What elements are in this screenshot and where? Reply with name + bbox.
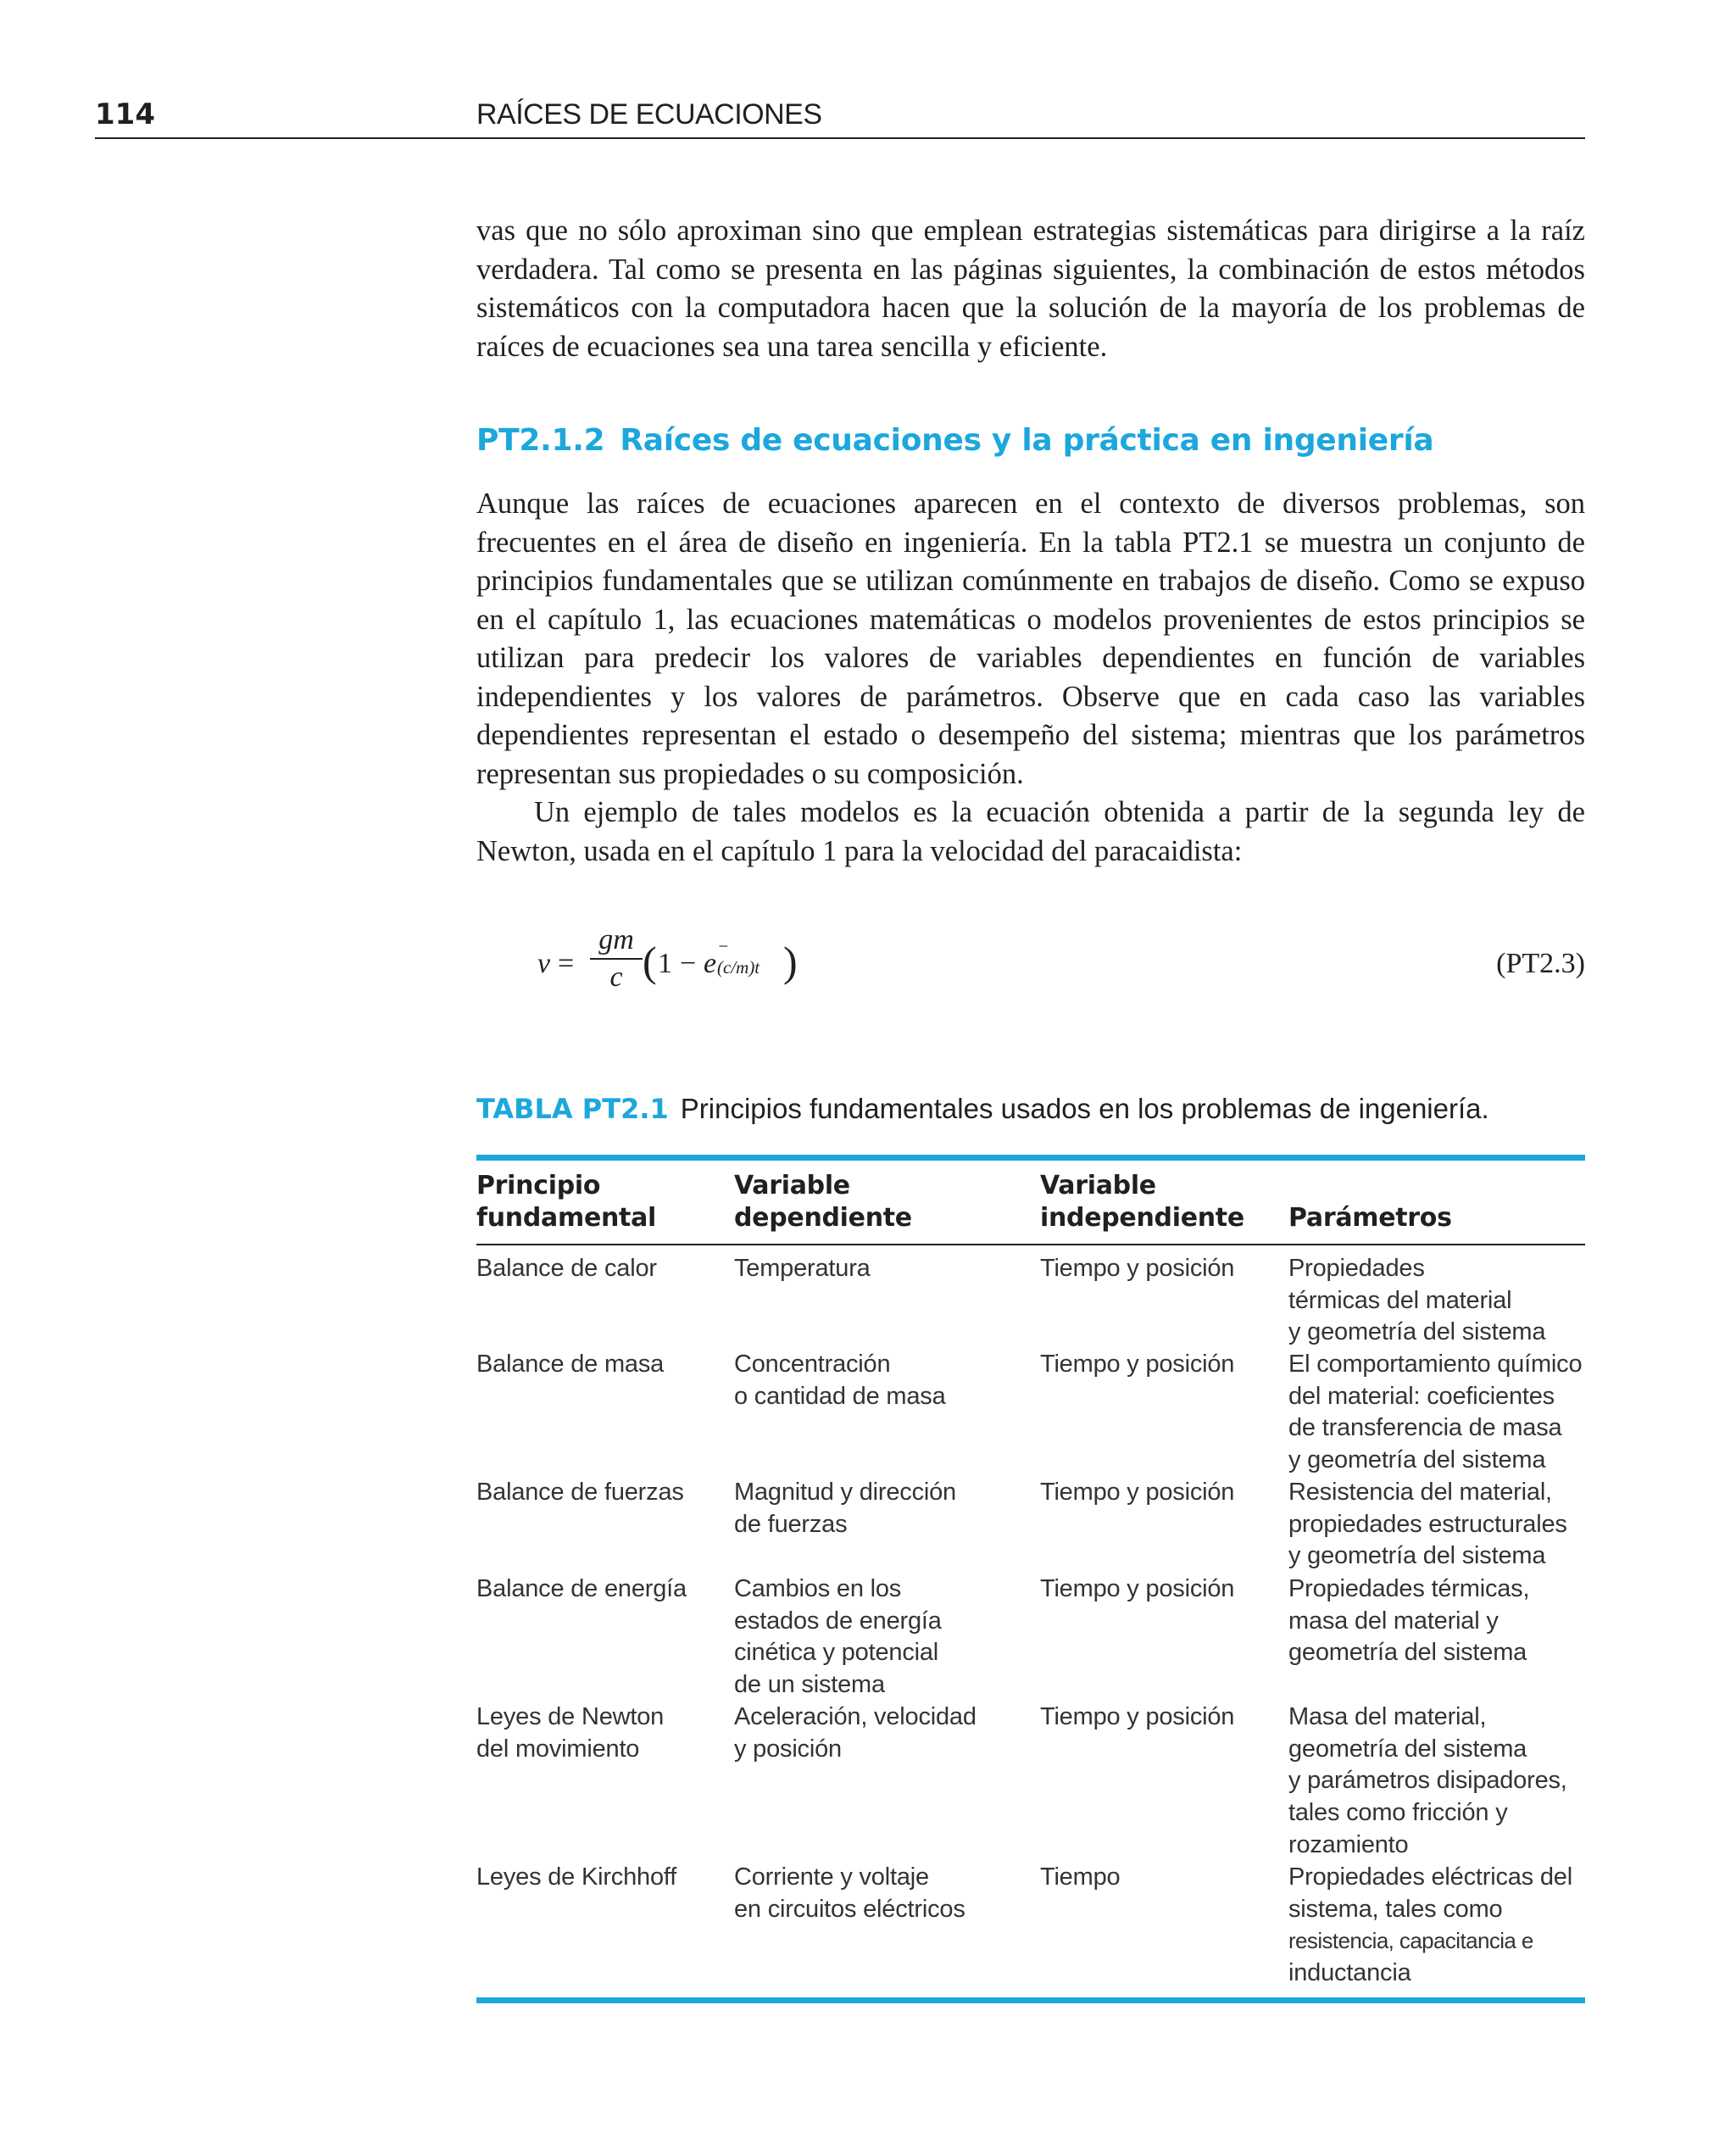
cell-line: rozamiento	[1288, 1830, 1409, 1858]
section-paragraph-2: Un ejemplo de tales modelos es la ecuación obtenida a partir de la segunda ley de Newton, usada en el capítulo 1 para la velocidad del paracaidista:	[476, 796, 1585, 867]
eq-open-paren: (	[643, 938, 657, 985]
cell-line: en circuitos eléctricos	[734, 1895, 965, 1923]
table-cell-principle	[476, 1702, 664, 1765]
cell-line: Tiempo y posición	[1040, 1351, 1235, 1378]
table-header-parameters	[1288, 1170, 1452, 1234]
table-header-rule	[476, 1244, 1585, 1245]
cell-line: y parámetros disipadores,	[1288, 1767, 1567, 1795]
cell-line: Corriente y voltaje	[734, 1863, 929, 1891]
cell-line: geometría del sistema	[1288, 1639, 1527, 1667]
cell-line: Propiedades eléctricas del	[1288, 1863, 1572, 1891]
table-cell-parameters	[1288, 1253, 1545, 1349]
cell-line: estados de energía	[734, 1607, 942, 1635]
section-number: PT2.1.2	[476, 423, 605, 458]
table-label: TABLA PT2.1	[476, 1093, 669, 1125]
table-header-independent	[1040, 1170, 1244, 1234]
table-cell-independent	[1040, 1477, 1234, 1509]
cell-line: Cambios en los	[734, 1575, 902, 1602]
eq-close-paren: )	[783, 938, 798, 985]
cell-line: Propiedades	[1288, 1255, 1425, 1282]
section-heading	[476, 421, 1433, 461]
table-header-dependent	[734, 1170, 912, 1234]
cell-line: de un sistema	[734, 1671, 885, 1699]
header-rule	[95, 137, 1585, 139]
cell-line: de fuerzas	[734, 1510, 848, 1538]
table-bottom-rule	[476, 1997, 1585, 2003]
table-cell-principle	[476, 1253, 657, 1285]
equation-number: (PT2.3)	[1496, 948, 1585, 979]
cell-line: Balance de energía	[476, 1575, 687, 1602]
table-cell-dependent	[734, 1574, 942, 1702]
cell-line: o cantidad de masa	[734, 1382, 946, 1410]
eq-lhs: v	[537, 948, 551, 979]
table-cell-independent	[1040, 1253, 1234, 1285]
cell-line: y geometría del sistema	[1288, 1542, 1546, 1570]
header-line: fundamental	[476, 1203, 657, 1233]
header-line: Variable	[1040, 1171, 1156, 1200]
table-cell-independent	[1040, 1574, 1234, 1606]
header-line: dependiente	[734, 1203, 912, 1233]
cell-line: Concentración	[734, 1351, 891, 1378]
table-cell-principle	[476, 1574, 687, 1606]
cell-line: propiedades estructurales	[1288, 1510, 1567, 1538]
cell-line: geometría del sistema	[1288, 1735, 1527, 1763]
header-line: Parámetros	[1288, 1203, 1452, 1233]
table-cell-parameters	[1288, 1862, 1572, 1990]
cell-line: de transferencia de masa	[1288, 1414, 1562, 1442]
header-line: independiente	[1040, 1203, 1244, 1233]
table-cell-dependent	[734, 1862, 965, 1925]
cell-line: tales como fricción y	[1288, 1799, 1508, 1827]
table-cell-principle	[476, 1862, 676, 1894]
cell-line: y geometría del sistema	[1288, 1446, 1546, 1474]
cell-line: sistema, tales como	[1288, 1895, 1503, 1923]
table-cell-parameters	[1288, 1349, 1582, 1477]
cell-line: Balance de fuerzas	[476, 1479, 684, 1506]
section-body	[476, 485, 1585, 871]
cell-line: Masa del material,	[1288, 1703, 1487, 1730]
table-header-principle	[476, 1170, 656, 1234]
table-cell-parameters	[1288, 1702, 1567, 1862]
cell-line: Aceleración, velocidad	[734, 1703, 976, 1730]
eq-minus: −	[680, 948, 697, 979]
eq-denominator: c	[609, 961, 623, 993]
table-cell-parameters	[1288, 1574, 1529, 1669]
cell-line: Balance de calor	[476, 1255, 657, 1282]
table-cell-dependent	[734, 1477, 956, 1540]
running-title: RAÍCES DE ECUACIONES	[476, 98, 822, 131]
header-line: Variable	[734, 1171, 850, 1200]
cell-line: resistencia, capacitancia e	[1288, 1928, 1533, 1954]
table-cell-independent	[1040, 1862, 1120, 1894]
cell-line: Tiempo y posición	[1040, 1703, 1235, 1730]
table-caption	[476, 1089, 1489, 1128]
eq-numerator: gm	[598, 924, 634, 955]
cell-line: Leyes de Kirchhoff	[476, 1863, 677, 1891]
cell-line: El comportamiento químico	[1288, 1351, 1583, 1378]
table-top-rule	[476, 1155, 1585, 1161]
eq-exponent: −(c/m)t	[717, 936, 760, 978]
intro-paragraph: vas que no sólo aproximan sino que emplean estrategias sistemáticas para dirigirse a la raíz verdadera. Tal como se presenta en las páginas siguientes, la combinación de estos métodos sistemáticos con la computadora hacen que la solución de la mayoría de los problemas de raíces de ecuaciones sea una tarea sencilla y eficiente.	[476, 214, 1585, 363]
eq-one: 1	[658, 948, 672, 979]
eq-fraction-bar	[590, 958, 643, 960]
table-caption-text: Principios fundamentales usados en los problemas de ingeniería.	[680, 1093, 1489, 1124]
cell-line: del movimiento	[476, 1735, 640, 1763]
header-line: Principio	[476, 1171, 601, 1200]
table-cell-independent	[1040, 1349, 1234, 1381]
table-cell-dependent	[734, 1253, 871, 1285]
cell-line: Tiempo y posición	[1040, 1255, 1235, 1282]
table-cell-independent	[1040, 1702, 1234, 1734]
eq-fraction	[590, 924, 643, 994]
table-cell-parameters	[1288, 1477, 1567, 1573]
table-cell-dependent	[734, 1349, 946, 1412]
table-cell-principle	[476, 1349, 664, 1381]
section-title: Raíces de ecuaciones y la práctica en ingeniería	[620, 423, 1434, 458]
equation-pt2-3	[537, 924, 1585, 1017]
cell-line: Leyes de Newton	[476, 1703, 665, 1730]
section-paragraph-1: Aunque las raíces de ecuaciones aparecen en el contexto de diversos problemas, son frecuentes en el área de diseño en ingeniería. En la tabla PT2.1 se muestra un conjunto de principios fundamentales que se utilizan comúnmente en trabajos de diseño. Como se expuso en el capítulo 1, las ecuaciones matemáticas o modelos provenientes de estos principios se utilizan para predecir los valores de variables dependientes en función de variables independientes y los valores de parámetros. Observe que en cada caso las variables dependientes representan el estado o desempeño del sistema; mientras que los parámetros representan sus propiedades o su composición.	[476, 487, 1585, 790]
cell-line: inductancia	[1288, 1959, 1411, 1987]
cell-line: cinética y potencial	[734, 1639, 939, 1667]
cell-line: Tiempo y posición	[1040, 1575, 1235, 1602]
cell-line: Temperatura	[734, 1255, 871, 1282]
eq-base: e	[704, 948, 717, 979]
cell-line: Propiedades térmicas,	[1288, 1575, 1530, 1602]
cell-line: Tiempo y posición	[1040, 1479, 1235, 1506]
cell-line: masa del material y	[1288, 1607, 1499, 1635]
table-cell-principle	[476, 1477, 684, 1509]
eq-equals: =	[558, 948, 575, 979]
intro-block	[476, 212, 1585, 366]
cell-line: y geometría del sistema	[1288, 1318, 1546, 1346]
cell-line: Tiempo	[1040, 1863, 1121, 1891]
cell-line: del material: coeficientes	[1288, 1382, 1555, 1410]
cell-line: y posición	[734, 1735, 842, 1763]
table-cell-dependent	[734, 1702, 976, 1765]
cell-line: Balance de masa	[476, 1351, 665, 1378]
cell-line: Resistencia del material,	[1288, 1479, 1552, 1506]
cell-line: Magnitud y dirección	[734, 1479, 956, 1506]
cell-line: térmicas del material	[1288, 1286, 1512, 1314]
header-line	[1288, 1170, 1452, 1202]
page-number: 114	[95, 97, 155, 131]
